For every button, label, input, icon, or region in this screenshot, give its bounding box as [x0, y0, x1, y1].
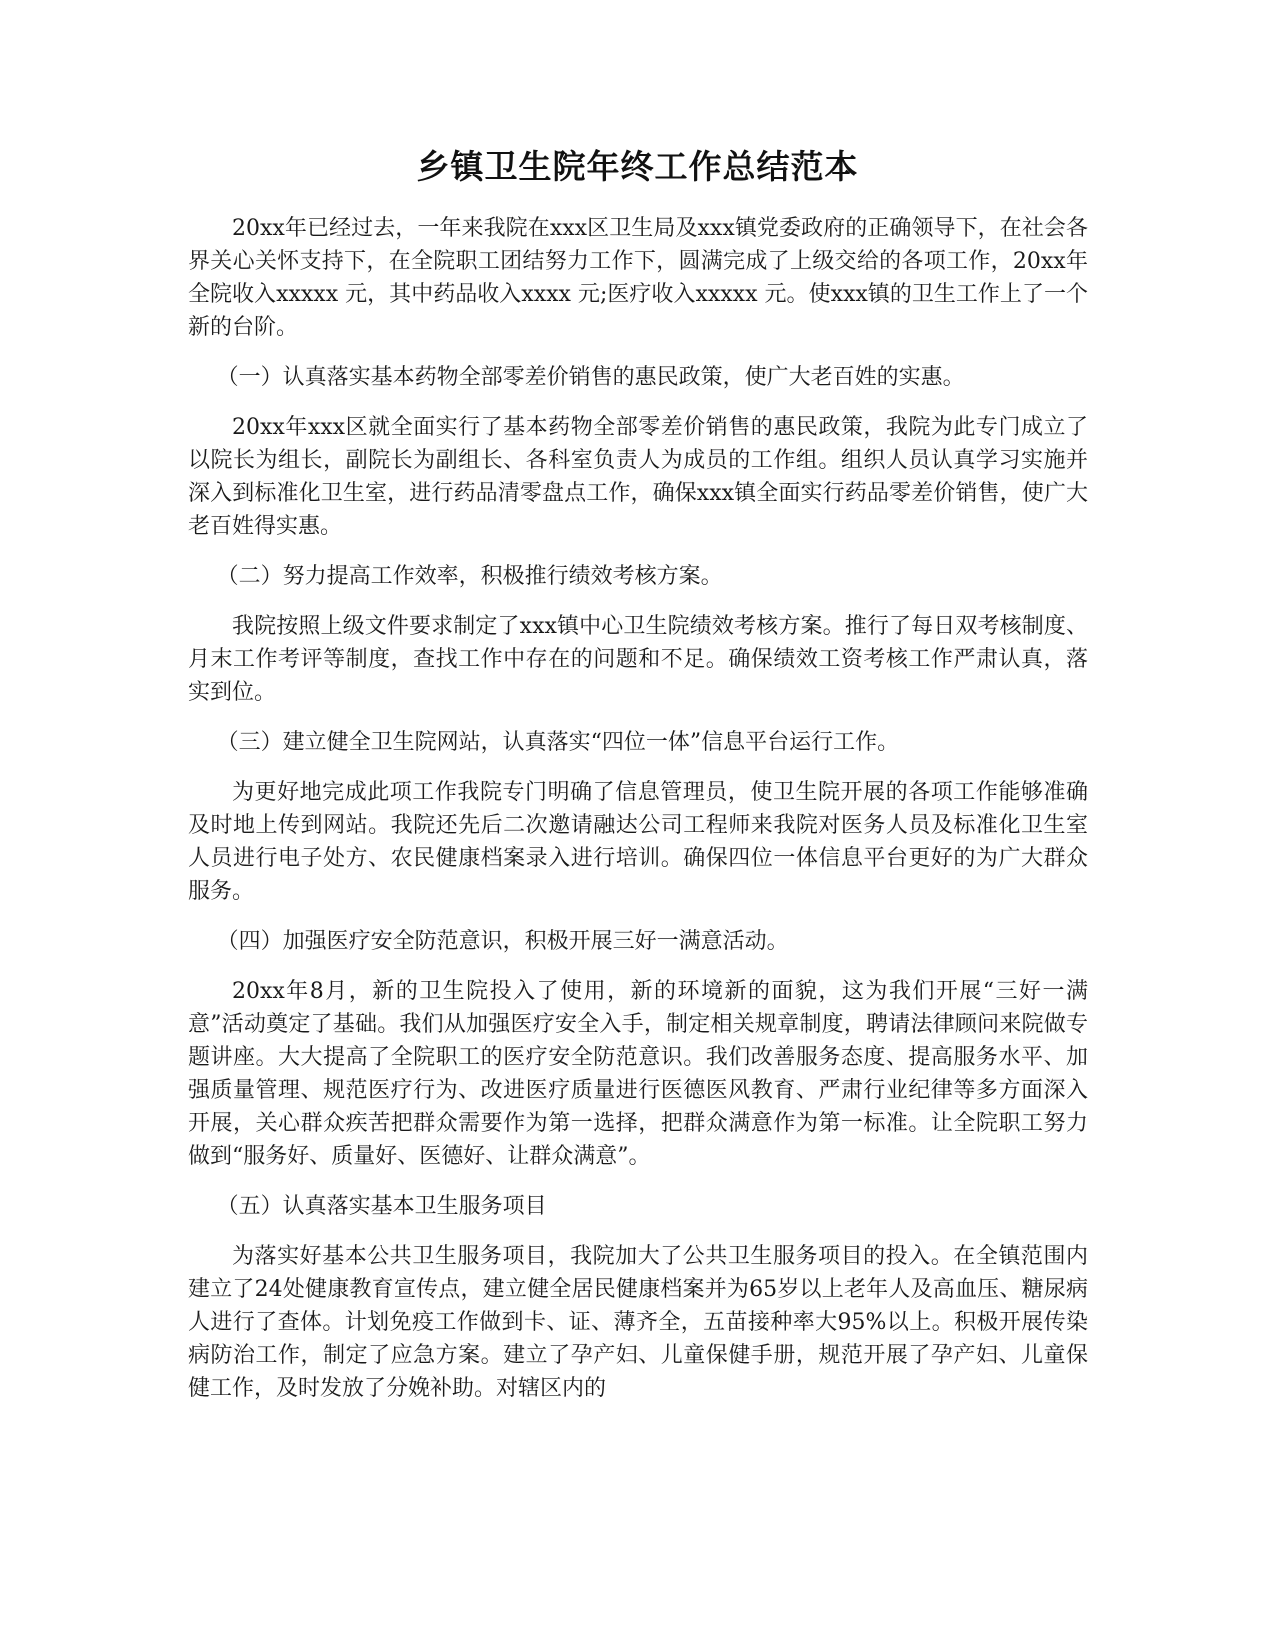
section-heading-1: （一）认真落实基本药物全部零差价销售的惠民政策，使广大老百姓的实惠。: [216, 365, 965, 390]
document-body: [188, 212, 1088, 1422]
paragraph-section-4: 20xx年8月，新的卫生院投入了使用，新的环境新的面貌，这为我们开展“三好一满意”活动奠定了基础。我们从加强医疗安全入手，制定相关规章制度，聘请法律顾问来院做专题讲座。大大提高了全院职工的医疗安全防范意识。我们改善服务态度、提高服务水平、加强质量管理、规范医疗行为、改进医疗质量进行医德医风教育、严肃行业纪律等多方面深入开展，关心群众疾苦把群众需要作为第一选择，把群众满意作为第一标准。让全院职工努力做到“服务好、质量好、医德好、让群众满意”。: [188, 979, 1088, 1169]
paragraph-section-5: 为落实好基本公共卫生服务项目，我院加大了公共卫生服务项目的投入。在全镇范围内建立了24处健康教育宣传点，建立健全居民健康档案并为65岁以上老年人及高血压、糖尿病人进行了查体。计划免疫工作做到卡、证、薄齐全，五苗接种率大95%以上。积极开展传染病防治工作，制定了应急方案。建立了孕产妇、儿童保健手册，规范开展了孕产妇、儿童保健工作，及时发放了分娩补助。对辖区内的: [188, 1244, 1088, 1401]
section-heading-2: （二）努力提高工作效率，积极推行绩效考核方案。: [216, 564, 723, 589]
section-heading-3: （三）建立健全卫生院网站，认真落实“四位一体”信息平台运行工作。: [216, 730, 900, 755]
paragraph-intro: 20xx年已经过去，一年来我院在xxx区卫生局及xxx镇党委政府的正确领导下，在社会各界关心关怀支持下，在全院职工团结努力工作下，圆满完成了上级交给的各项工作，20xx年全院收入xxxxx 元，其中药品收入xxxx 元;医疗收入xxxxx 元。使xxx镇的卫生工作上了一个新的台阶。: [188, 216, 1088, 340]
document-title: 乡镇卫生院年终工作总结范本: [416, 147, 859, 186]
section-heading-5: （五）认真落实基本卫生服务项目: [216, 1194, 547, 1219]
paragraph-section-3: 为更好地完成此项工作我院专门明确了信息管理员，使卫生院开展的各项工作能够准确及时地上传到网站。我院还先后二次邀请融达公司工程师来我院对医务人员及标准化卫生室人员进行电子处方、农民健康档案录入进行培训。确保四位一体信息平台更好的为广大群众服务。: [188, 780, 1088, 904]
section-heading-4: （四）加强医疗安全防范意识，积极开展三好一满意活动。: [216, 929, 789, 954]
paragraph-section-1: 20xx年xxx区就全面实行了基本药物全部零差价销售的惠民政策，我院为此专门成立了以院长为组长，副院长为副组长、各科室负责人为成员的工作组。组织人员认真学习实施并深入到标准化卫生室，进行药品清零盘点工作，确保xxx镇全面实行药品零差价销售，使广大老百姓得实惠。: [188, 415, 1088, 539]
paragraph-section-2: 我院按照上级文件要求制定了xxx镇中心卫生院绩效考核方案。推行了每日双考核制度、月末工作考评等制度，查找工作中存在的问题和不足。确保绩效工资考核工作严肃认真，落实到位。: [188, 614, 1088, 705]
